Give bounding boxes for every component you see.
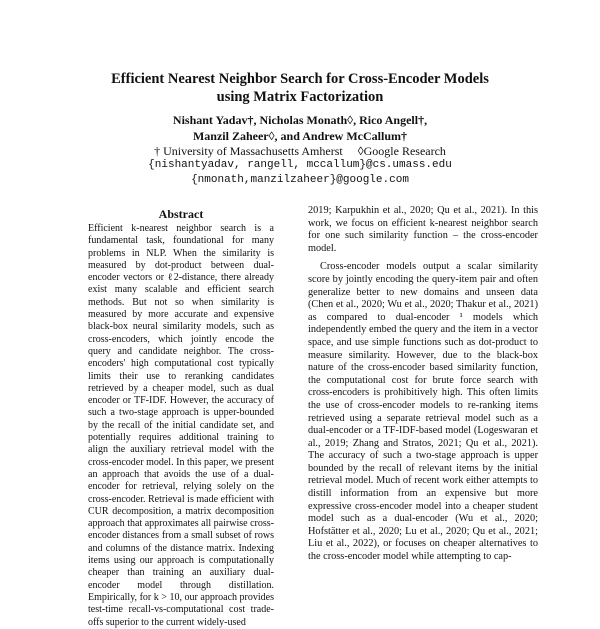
title-line-1: Efficient Nearest Neighbor Search for Cross-Encoder Models [111,71,489,87]
right-column [308,205,538,564]
abstract-heading: Abstract [158,207,204,221]
paper-title [60,70,540,106]
abstract-body: Efficient k-nearest neighbor search is a fundamental task, foundational for many problems in NLP. When the similarity is measured by dot-product between dual-encoder vectors or ℓ2-distance, there already exist many scalable and efficient search methods. But not so when similarity is measured by more accurate and expensive black-box neural similarity models, such as cross-encoders, which jointly encode the query and candidate neighbor. The cross-encoders' high computational cost typically limits their use to reranking candidates retrieved by a cheaper model, such as dual encoder or TF-IDF. However, the accuracy of such a two-stage approach is upper-bounded by the recall of the initial candidate set, and potentially requires additional training to align the auxiliary retrieval model with the cross-encoder model. In this paper, we present an approach that avoids the use of a dual-encoder for retrieval, relying solely on the cross-encoder. Retrieval is made efficient with CUR decomposition, a matrix decomposition approach that approximates all pairwise cross-encoder distances from a small subset of rows and columns of the distance matrix. Indexing items using our approach is computationally cheaper than training an auxiliary dual-encoder model through distillation. Empirically, for k > 10, our approach provides test-time recall-vs-computational cost trade-offs superior to the current widely-used [88,223,274,628]
authors-line-1: Nishant Yadav†, Nicholas Monath◊, Rico Angell†, [172,113,428,127]
intro-paragraph-2: Cross-encoder models output a scalar similarity score by jointly encoding the query-item pair and often generalize better to new domains and unseen data (Chen et al., 2020; Wu et al., 2020; Thakur et al., 2021) as compared to dual-encoder ¹ models which independently embed the query and the item in a vector space, and use simple functions such as dot-product to measure similarity. However, due to the black-box nature of the cross-encoder based similarity function, the computational cost for brute force search with cross-encoders is prohibitively high. This often limits the use of cross-encoder models to re-ranking items retrieved using a separate retrieval model such as a dual-encoder or a TF-IDF-based model (Logeswaran et al., 2019; Zhang and Stratos, 2021; Qu et al., 2021). The accuracy of such a two-stage approach is upper bounded by the recall of relevant items by the initial retrieval model. Much of recent work either attempts to distill information from an expensive but more expressive cross-encoder model into a cheaper student model such as a dual-encoder (Wu et al., 2020; Hofstätter et al., 2020; Lu et al., 2020; Qu et al., 2021; Liu et al., 2022), or focuses on cheaper alternatives to the cross-encoder model while attempting to cap- [308,261,538,563]
title-line-2: using Matrix Factorization [216,89,384,105]
affiliations [60,144,540,188]
affiliation-line: † University of Massachusetts Amherst ◊Google Research [154,144,446,158]
intro-paragraph-1: 2019; Karpukhin et al., 2020; Qu et al., 2021). In this work, we focus on efficient k-nearest neighbor search for one such similarity function – the cross-encoder model. [308,205,538,254]
email-line-1: {nishantyadav, rangell, mccallum}@cs.umass.edu [148,159,452,171]
email-line-2: {nmonath,manzilzaheer}@google.com [191,174,409,186]
authors-line-2: Manzil Zaheer◊, and Andrew McCallum† [192,129,408,143]
author-list [60,112,540,144]
